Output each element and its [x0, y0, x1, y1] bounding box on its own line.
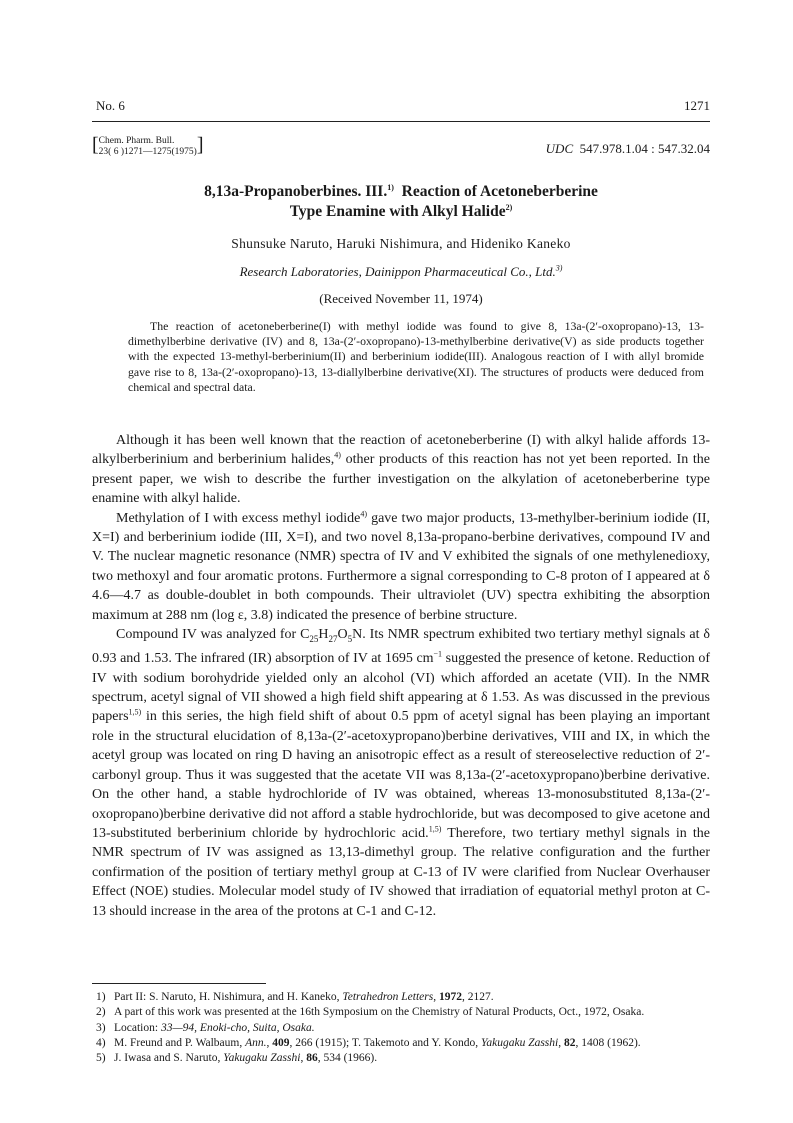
paragraph: Compound IV was analyzed for $C_{25}H_{27}O_5N$. Its NMR spectrum exhibited two tertiary methyl signals at δ 0.93 and 1.53. The infrared (IR) absorption of IV at 1695 $cm^{-1}$ suggested the presence of ketone. Reduction of IV with sodium borohydride yielded only an alcohol (VI) which afforded an acetate (VII). In the NMR spectrum, acetyl signal of VII showed a high field shift appearing at δ 1.53. As was discussed in the previous papers$^{1,5)}$ in this series, the high field shift of about 0.5 ppm of acetyl signal has been playing an important role in the structural elucidation of 8,13a-(2′-acetoxypropano)berbine derivatives, VIII and IX, in which the acetyl group was located on ring D having an anisotropic effect as a result of stereoselective reduction of 2′-carbonyl group. Thus it was suggested that the acetate VII was 8,13a-(2′-acetoxypropano)berbine derivative. On the other hand, a stable hydrochloride of IV was obtained, whereas 13-monosubstituted 8,13a-(2′-oxopropano)berbine derivative did not afford a stable hydrochloride, but was decomposed to give acetone and 13-substituted berberinium chloride by hydrochloric acid.$^{1,5)}$ Therefore, two tertiary methyl signals in the NMR spectrum of IV was assigned as 13,13-dimethyl group. The relative configuration and the further confirmation of the position of tertiary methyl group at C-13 of IV were clarified from Nuclear Overhauser Effect (NOE) studies. Molecular model study of IV showed that irradiation of equatorial methyl proton at C-13 should increase in the area of the protons at C-1 and C-12. — [92, 627, 710, 919]
article-body — [92, 431, 710, 921]
footnote: 2) A part of this work was presented at the 16th Symposium on the Chemistry of Natural Products, Oct., 1972, Osaka. — [96, 1006, 645, 1019]
citation-journal: Chem. Pharm. Bull. — [98, 136, 175, 146]
issue-number: No. 6 — [96, 98, 125, 113]
header-rule — [92, 121, 710, 122]
received-date: (Received November 11, 1974) — [319, 291, 483, 306]
page-number: 1271 — [684, 98, 710, 113]
udc-label: UDC — [545, 141, 574, 156]
paragraph: Although it has been well known that the reaction of acetoneberberine (I) with alkyl halide affords 13-alkylberberinium and berberinium halides,$^{4)}$ other products of this reaction has not yet been reported. In the present paper, we wish to describe the further investigation on the alkylation of acetoneberberine type enamine with alkyl halide. — [92, 433, 710, 507]
abstract: The reaction of acetoneberberine(I) with methyl iodide was found to give 8, 13a-(2′-oxopropano)-13, 13-dimethylberbine derivative (IV) and 8, 13a-(2′-oxopropano)-13-methylberbine derivative(V) as side products together with the expected 13-methyl-berberinium(II) and berberinium iodide(III). Analogous reaction of I with allyl bromide gave rise to 8, 13a-(2′-oxopropano)-13, 13-diallylberbine derivative(XI). The structures of products were deduced from chemical and spectral data. — [128, 319, 704, 394]
udc-codes: 547.978.1.04 : 547.32.04 — [579, 141, 710, 156]
footnote: 5) J. Iwasa and S. Naruto, Yakugaku Zasshi, 86, 534 (1966). — [96, 1052, 378, 1065]
paragraph: Methylation of I with excess methyl iodide$^{4)}$ gave two major products, 13-methylber-berinium iodide (II, X=I) and berberinium iodide (III, X=I), and two novel 8,13a-propano-berbine derivatives, compound IV and V. The nuclear magnetic resonance (NMR) spectra of IV and V exhibited the signals of one methylenedioxy, two methoxyl and four aromatic protons. Furthermore a signal corresponding to C-8 proton of I appeared at δ 4.6—4.7 as double-doublet in both compounds. Their ultraviolet (UV) spectra exhibiting the absorption maximum at 288 nm (log ε, 3.8) indicated the presence of berbine structure. — [92, 508, 711, 623]
footnote-rule — [92, 983, 266, 984]
journal-citation: [Chem. Pharm. Bull. 23( 6 )1271—1275(1975)] — [92, 134, 204, 157]
udc-classification — [546, 141, 710, 157]
footnote: 3) Location: 33—94, Enoki-cho, Suita, Osaka. — [96, 1021, 315, 1034]
affiliation: Research Laboratories, Dainippon Pharmaceutical Co., Ltd.$^{3)}$ — [239, 263, 563, 279]
running-header — [92, 98, 710, 118]
citation-volume: 23( 6 )1271—1275(1975) — [98, 147, 197, 157]
article-title: 8,13a-Propanoberbines. III.$^{1)}$ Reaction of Acetoneberberine Type Enamine with Alkyl Halide$^{2)}$ — [204, 182, 598, 220]
footnotes — [96, 990, 710, 1066]
author-list: Shunsuke Naruto, Haruki Nishimura, and Hideniko Kaneko — [231, 236, 571, 251]
footnote: 1) Part II: S. Naruto, H. Nishimura, and H. Kaneko, Tetrahedron Letters, 1972, 2127. — [96, 991, 494, 1003]
footnote: 4) M. Freund and P. Walbaum, Ann., 409, 266 (1915); T. Takemoto and Y. Kondo, Yakugaku Zasshi, 82, 1408 (1962). — [96, 1036, 641, 1049]
